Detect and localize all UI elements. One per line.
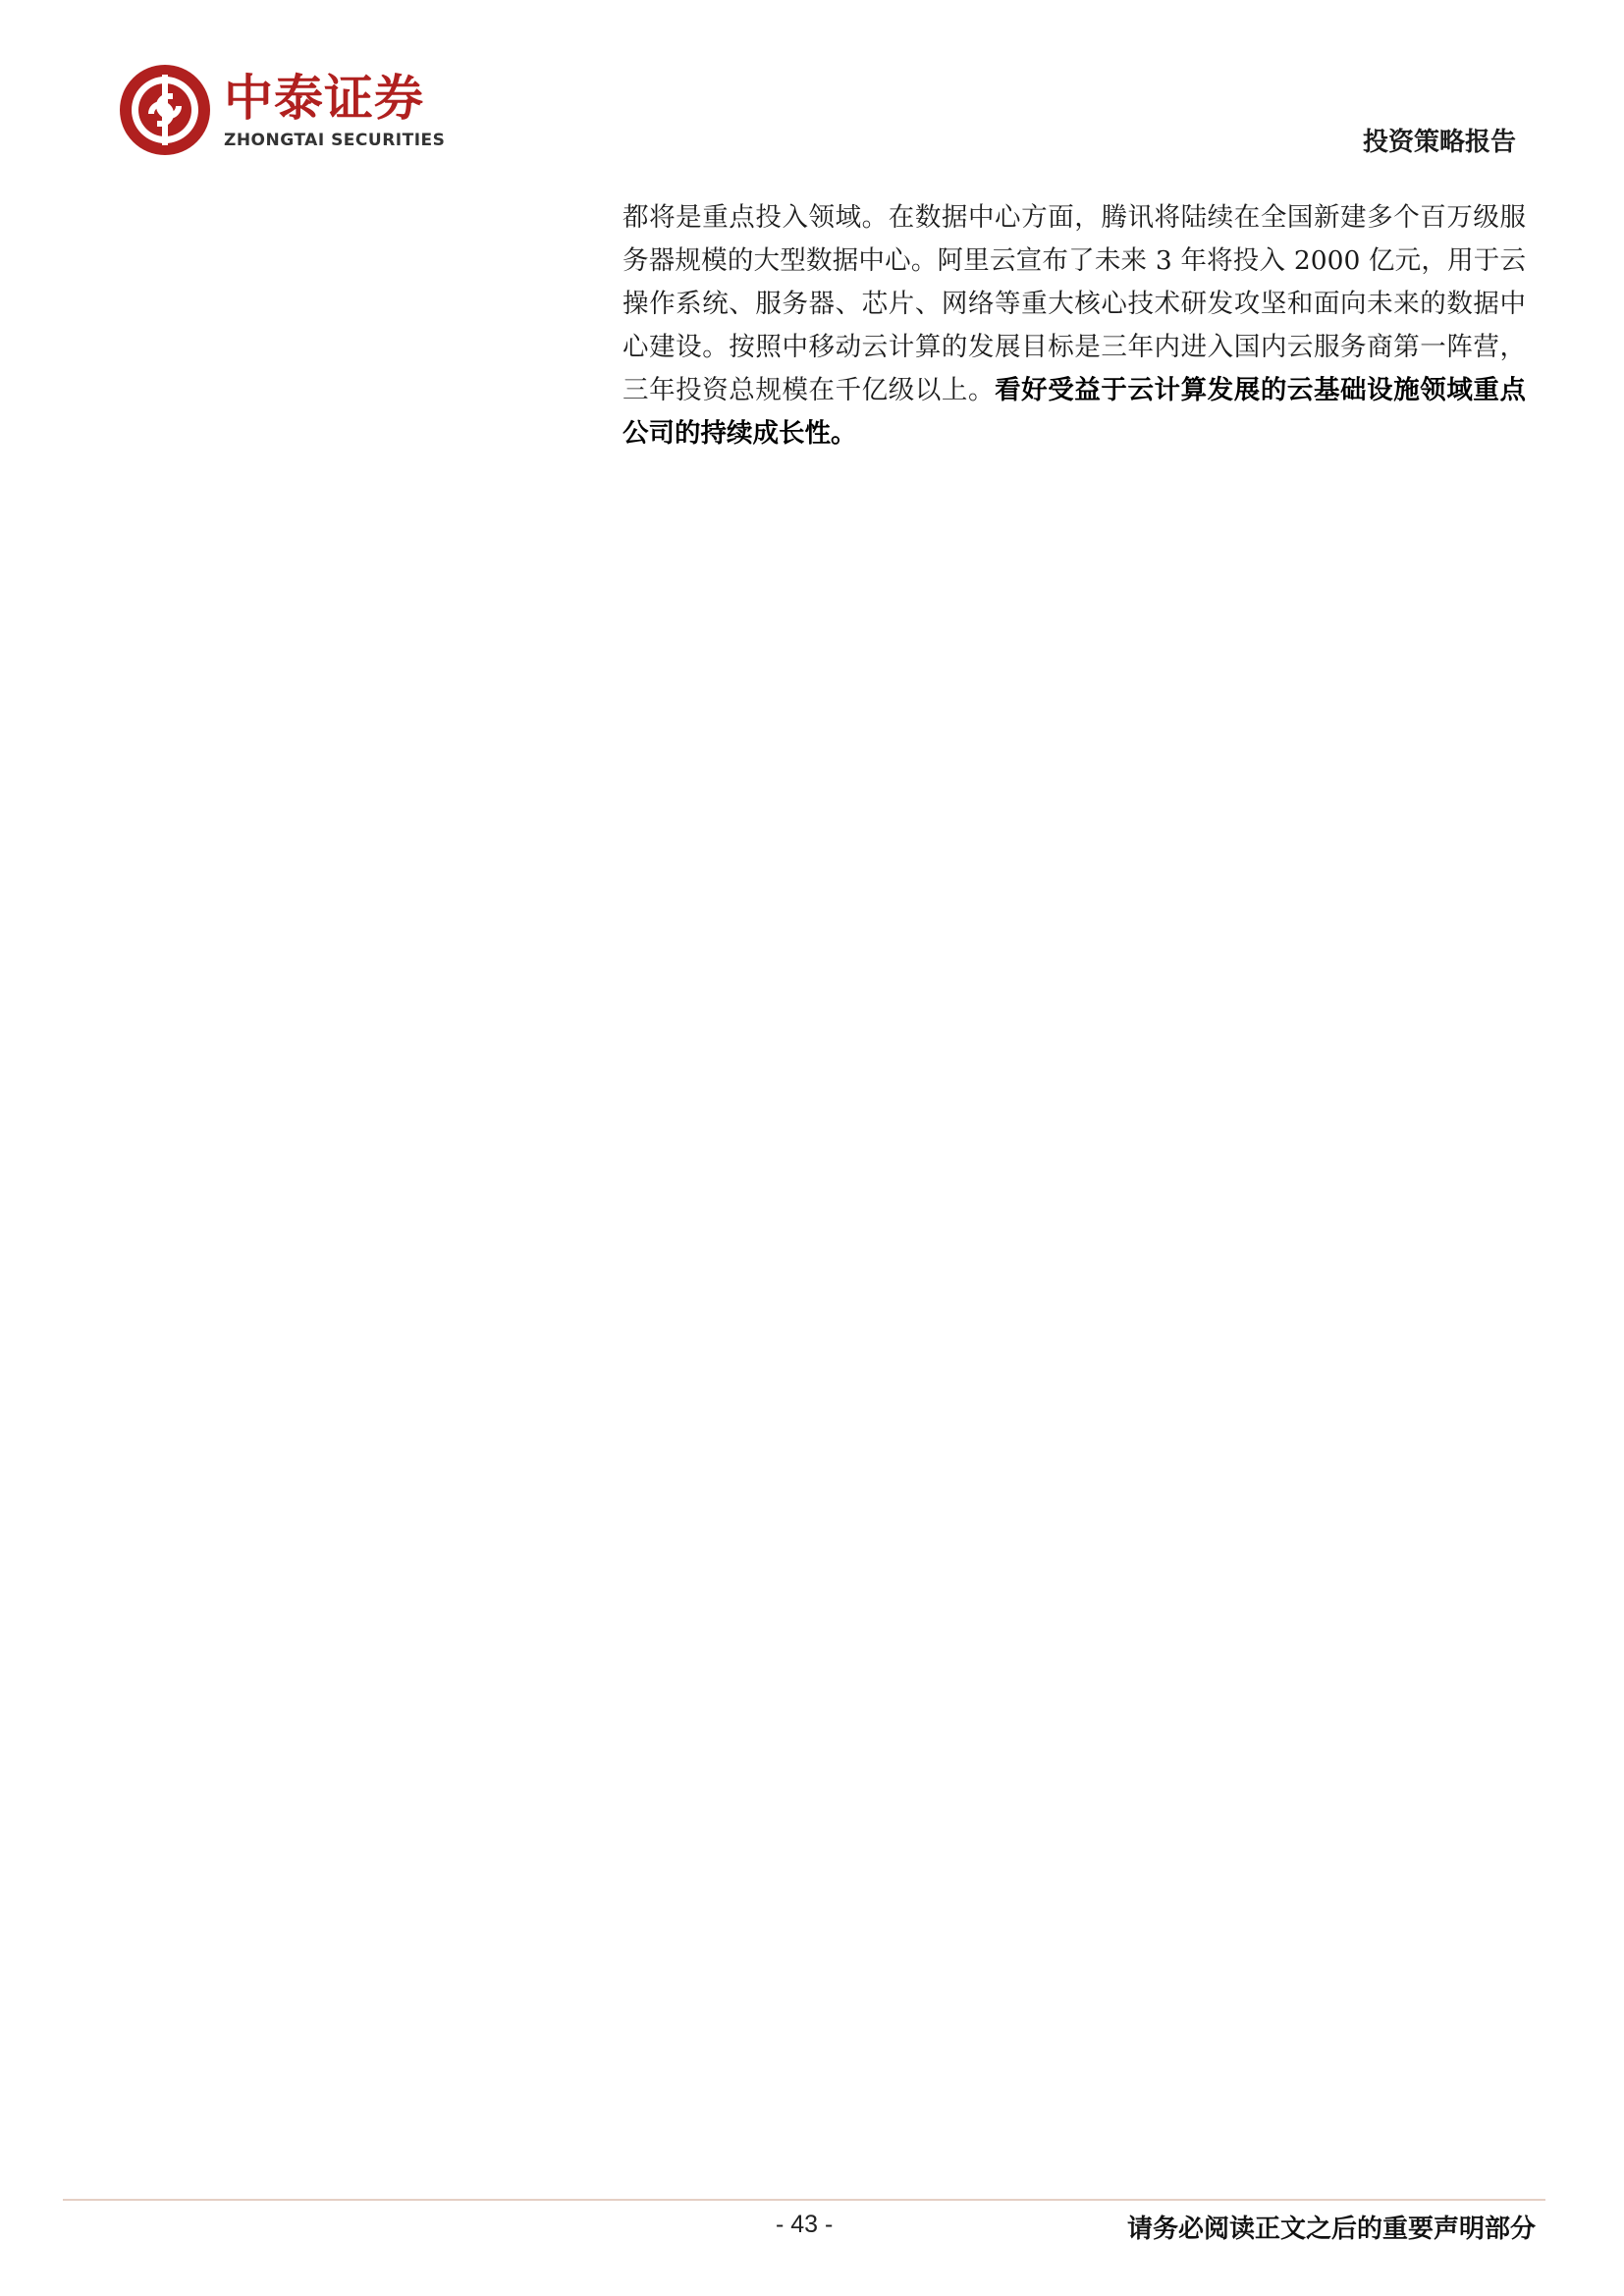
logo-chinese-name: 中泰证券 [224, 70, 424, 127]
footer-disclaimer: 请务必阅读正文之后的重要声明部分 [1126, 2215, 1536, 2244]
company-logo [116, 61, 445, 159]
paragraph-text: 都将是重点投入领域。在数据中心方面，腾讯将陆续在全国新建多个百万级服务器规模的大型数据中心。阿里云宣布了未来 3 年将投入 2000 亿元，用于云操作系统、服务器、芯片、网络等重大核心技术研发攻坚和面向未来的数据中心建设。按照中移动云计算的发展目标是三年内进入国内云服务商第一阵营，三年投资总规模在千亿级以上。 [623, 202, 1526, 405]
zhongtai-logo-icon [116, 61, 214, 159]
logo-english-name: ZHONGTAI SECURITIES [224, 131, 446, 150]
page-number: - 43 - [776, 2211, 834, 2238]
paragraph-emphasis: 看好受益于云计算发展的云基础设施领域重点公司的持续成长性。 [623, 375, 1527, 449]
footer-divider [63, 2199, 1545, 2201]
report-type-label: 投资策略报告 [1362, 128, 1516, 157]
body-paragraph [623, 196, 1526, 455]
